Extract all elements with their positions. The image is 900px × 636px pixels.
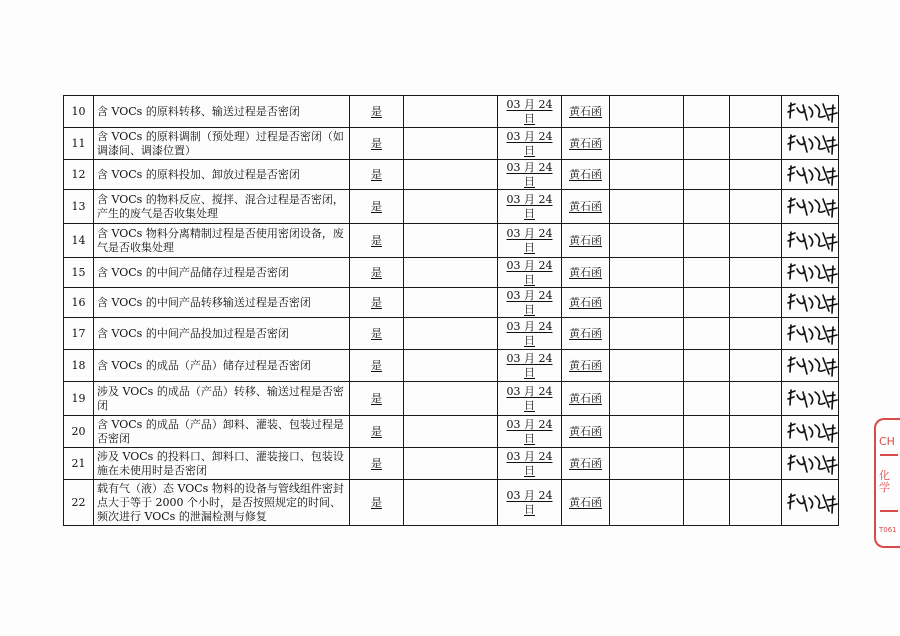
inspector-cell	[562, 190, 610, 224]
signature-cell	[782, 224, 839, 258]
inspector-cell	[562, 318, 610, 350]
answer-value: 是	[371, 295, 382, 309]
table-row	[64, 318, 839, 350]
handwritten-signature-icon	[785, 229, 839, 253]
empty-cell	[730, 318, 782, 350]
empty-cell	[610, 160, 684, 190]
inspector-cell	[562, 288, 610, 318]
empty-cell	[684, 350, 730, 382]
empty-cell	[684, 480, 730, 526]
empty-cell	[610, 318, 684, 350]
stamp-text-1: CH	[879, 435, 895, 448]
empty-cell	[684, 416, 730, 448]
inspector-name: 黄石函	[569, 391, 602, 405]
empty-cell	[610, 448, 684, 480]
handwritten-signature-icon	[785, 322, 839, 346]
date-cell	[498, 224, 562, 258]
row-number: 16	[64, 288, 94, 318]
check-item: 含 VOCs 物料分离精制过程是否使用密闭设备，废气是否收集处理	[94, 224, 350, 258]
answer-value: 是	[371, 495, 382, 509]
check-item: 含 VOCs 的原料转移、输送过程是否密闭	[94, 96, 350, 128]
empty-cell	[684, 318, 730, 350]
date-value: 03 月 24 日	[506, 192, 553, 220]
answer-value: 是	[371, 358, 382, 372]
empty-cell	[404, 258, 498, 288]
empty-cell	[730, 96, 782, 128]
inspector-name: 黄石函	[569, 167, 602, 181]
empty-cell	[404, 224, 498, 258]
date-cell	[498, 448, 562, 480]
answer-value: 是	[371, 136, 382, 150]
date-cell	[498, 288, 562, 318]
inspector-cell	[562, 160, 610, 190]
answer-cell	[350, 382, 404, 416]
answer-value: 是	[371, 265, 382, 279]
stamp-bar	[880, 510, 898, 512]
stamp-bar	[880, 454, 898, 456]
answer-value: 是	[371, 424, 382, 438]
row-number: 22	[64, 480, 94, 526]
table-row	[64, 480, 839, 526]
handwritten-signature-icon	[785, 100, 839, 124]
date-value: 03 月 24 日	[506, 319, 553, 347]
inspector-name: 黄石函	[569, 295, 602, 309]
empty-cell	[610, 288, 684, 318]
answer-cell	[350, 258, 404, 288]
empty-cell	[610, 480, 684, 526]
empty-cell	[730, 258, 782, 288]
row-number: 20	[64, 416, 94, 448]
signature-cell	[782, 190, 839, 224]
answer-cell	[350, 96, 404, 128]
date-value: 03 月 24 日	[506, 449, 553, 477]
check-item: 含 VOCs 的中间产品投加过程是否密闭	[94, 318, 350, 350]
table-row	[64, 382, 839, 416]
inspection-table-body	[64, 96, 839, 526]
date-cell	[498, 160, 562, 190]
date-value: 03 月 24 日	[506, 351, 553, 379]
inspector-cell	[562, 350, 610, 382]
date-cell	[498, 128, 562, 160]
inspector-name: 黄石函	[569, 136, 602, 150]
row-number: 18	[64, 350, 94, 382]
answer-value: 是	[371, 104, 382, 118]
row-number: 19	[64, 382, 94, 416]
inspector-name: 黄石函	[569, 199, 602, 213]
table-row	[64, 224, 839, 258]
date-value: 03 月 24 日	[506, 97, 553, 125]
row-number: 17	[64, 318, 94, 350]
answer-cell	[350, 350, 404, 382]
empty-cell	[730, 350, 782, 382]
signature-cell	[782, 318, 839, 350]
table-row	[64, 416, 839, 448]
empty-cell	[684, 448, 730, 480]
signature-cell	[782, 288, 839, 318]
answer-value: 是	[371, 391, 382, 405]
empty-cell	[730, 224, 782, 258]
handwritten-signature-icon	[785, 261, 839, 285]
empty-cell	[730, 416, 782, 448]
answer-value: 是	[371, 456, 382, 470]
date-cell	[498, 480, 562, 526]
answer-cell	[350, 318, 404, 350]
table-row	[64, 128, 839, 160]
answer-value: 是	[371, 326, 382, 340]
empty-cell	[404, 288, 498, 318]
inspector-cell	[562, 448, 610, 480]
empty-cell	[684, 96, 730, 128]
table-row	[64, 288, 839, 318]
signature-cell	[782, 448, 839, 480]
signature-cell	[782, 128, 839, 160]
answer-cell	[350, 190, 404, 224]
row-number: 12	[64, 160, 94, 190]
row-number: 21	[64, 448, 94, 480]
row-number: 10	[64, 96, 94, 128]
handwritten-signature-icon	[785, 491, 839, 515]
empty-cell	[610, 224, 684, 258]
check-item: 涉及 VOCs 的成品（产品）转移、输送过程是否密闭	[94, 382, 350, 416]
inspector-cell	[562, 258, 610, 288]
inspector-cell	[562, 382, 610, 416]
check-item: 含 VOCs 的中间产品储存过程是否密闭	[94, 258, 350, 288]
empty-cell	[730, 128, 782, 160]
inspector-name: 黄石函	[569, 104, 602, 118]
date-cell	[498, 190, 562, 224]
inspector-name: 黄石函	[569, 265, 602, 279]
inspector-cell	[562, 96, 610, 128]
empty-cell	[684, 224, 730, 258]
date-value: 03 月 24 日	[506, 226, 553, 254]
empty-cell	[404, 128, 498, 160]
signature-cell	[782, 160, 839, 190]
check-item: 含 VOCs 的成品（产品）卸料、灌装、包装过程是否密闭	[94, 416, 350, 448]
table-row	[64, 160, 839, 190]
answer-cell	[350, 480, 404, 526]
empty-cell	[610, 96, 684, 128]
empty-cell	[730, 190, 782, 224]
signature-cell	[782, 382, 839, 416]
empty-cell	[684, 160, 730, 190]
date-value: 03 月 24 日	[506, 488, 553, 516]
date-value: 03 月 24 日	[506, 417, 553, 445]
handwritten-signature-icon	[785, 452, 839, 476]
date-value: 03 月 24 日	[506, 129, 553, 157]
answer-cell	[350, 288, 404, 318]
inspection-table	[63, 95, 839, 526]
empty-cell	[730, 480, 782, 526]
table-row	[64, 96, 839, 128]
signature-cell	[782, 416, 839, 448]
empty-cell	[610, 382, 684, 416]
row-number: 11	[64, 128, 94, 160]
date-cell	[498, 96, 562, 128]
answer-value: 是	[371, 199, 382, 213]
empty-cell	[684, 258, 730, 288]
empty-cell	[404, 190, 498, 224]
handwritten-signature-icon	[785, 387, 839, 411]
red-seal-stamp	[870, 418, 900, 548]
empty-cell	[684, 288, 730, 318]
answer-value: 是	[371, 233, 382, 247]
empty-cell	[730, 382, 782, 416]
signature-cell	[782, 350, 839, 382]
table-row	[64, 190, 839, 224]
empty-cell	[730, 448, 782, 480]
date-cell	[498, 258, 562, 288]
stamp-text-2: 化学	[879, 469, 890, 494]
check-item: 含 VOCs 的物料反应、搅拌、混合过程是否密闭，产生的废气是否收集处理	[94, 190, 350, 224]
empty-cell	[404, 96, 498, 128]
date-cell	[498, 382, 562, 416]
handwritten-signature-icon	[785, 195, 839, 219]
empty-cell	[404, 448, 498, 480]
inspector-cell	[562, 480, 610, 526]
empty-cell	[610, 258, 684, 288]
handwritten-signature-icon	[785, 354, 839, 378]
table-row	[64, 350, 839, 382]
answer-cell	[350, 128, 404, 160]
signature-cell	[782, 480, 839, 526]
date-cell	[498, 350, 562, 382]
check-item: 含 VOCs 的原料投加、卸放过程是否密闭	[94, 160, 350, 190]
empty-cell	[684, 190, 730, 224]
inspector-name: 黄石函	[569, 456, 602, 470]
inspector-cell	[562, 224, 610, 258]
handwritten-signature-icon	[785, 132, 839, 156]
check-item: 含 VOCs 的中间产品转移输送过程是否密闭	[94, 288, 350, 318]
answer-value: 是	[371, 167, 382, 181]
inspector-name: 黄石函	[569, 233, 602, 247]
answer-cell	[350, 160, 404, 190]
empty-cell	[404, 160, 498, 190]
answer-cell	[350, 224, 404, 258]
row-number: 14	[64, 224, 94, 258]
row-number: 15	[64, 258, 94, 288]
inspector-name: 黄石函	[569, 326, 602, 340]
inspector-cell	[562, 128, 610, 160]
date-value: 03 月 24 日	[506, 384, 553, 412]
check-item: 含 VOCs 的原料调制（预处理）过程是否密闭（如调漆间、调漆位置）	[94, 128, 350, 160]
empty-cell	[404, 382, 498, 416]
empty-cell	[404, 416, 498, 448]
signature-cell	[782, 96, 839, 128]
answer-cell	[350, 416, 404, 448]
answer-cell	[350, 448, 404, 480]
check-item: 涉及 VOCs 的投料口、卸料口、灌装接口、包装设施在未使用时是否密闭	[94, 448, 350, 480]
handwritten-signature-icon	[785, 420, 839, 444]
table-row	[64, 448, 839, 480]
handwritten-signature-icon	[785, 291, 839, 315]
empty-cell	[404, 318, 498, 350]
stamp-text-3: T061	[879, 526, 897, 534]
empty-cell	[610, 190, 684, 224]
empty-cell	[684, 128, 730, 160]
inspector-name: 黄石函	[569, 424, 602, 438]
row-number: 13	[64, 190, 94, 224]
empty-cell	[610, 350, 684, 382]
date-value: 03 月 24 日	[506, 160, 553, 188]
date-cell	[498, 318, 562, 350]
empty-cell	[610, 416, 684, 448]
empty-cell	[404, 480, 498, 526]
empty-cell	[610, 128, 684, 160]
check-item: 含 VOCs 的成品（产品）储存过程是否密闭	[94, 350, 350, 382]
date-value: 03 月 24 日	[506, 258, 553, 286]
inspector-name: 黄石函	[569, 495, 602, 509]
empty-cell	[730, 160, 782, 190]
date-value: 03 月 24 日	[506, 288, 553, 316]
empty-cell	[684, 382, 730, 416]
date-cell	[498, 416, 562, 448]
signature-cell	[782, 258, 839, 288]
empty-cell	[730, 288, 782, 318]
inspector-cell	[562, 416, 610, 448]
inspector-name: 黄石函	[569, 358, 602, 372]
check-item: 载有气（液）态 VOCs 物料的设备与管线组件密封点大于等于 2000 个小时，是否按照规定的时间、频次进行 VOCs 的泄漏检测与修复	[94, 480, 350, 526]
handwritten-signature-icon	[785, 163, 839, 187]
table-row	[64, 258, 839, 288]
empty-cell	[404, 350, 498, 382]
